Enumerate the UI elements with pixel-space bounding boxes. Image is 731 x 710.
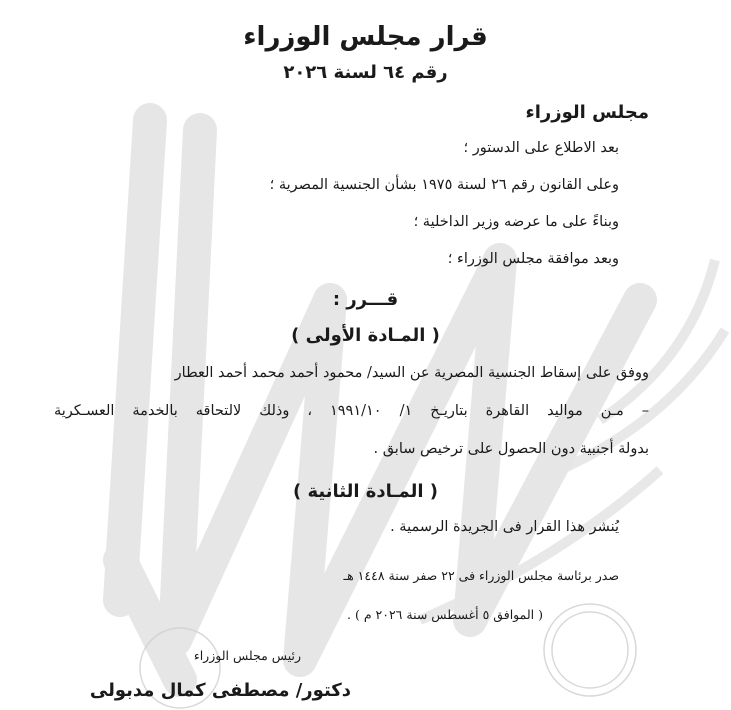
- preamble-line-1: بعد الاطلاع على الدستور ؛: [463, 140, 619, 156]
- decree-number: رقم ٦٤ لسنة ٢٠٢٦: [283, 62, 448, 83]
- preamble-line-2: وعلى القانون رقم ٢٦ لسنة ١٩٧٥ بشأن الجنسية المصرية ؛: [269, 177, 619, 193]
- hijri-gregorian-line: ( الموافق ٥ أغسطس سنة ٢٠٢٦ م ) .: [347, 607, 543, 622]
- article-1-line-3: بدولة أجنبية دون الحصول على ترخيص سابق .: [373, 441, 649, 457]
- article-2-text: يُنشر هذا القرار فى الجريدة الرسمية .: [390, 519, 619, 535]
- article-1-line-1: ووفق على إسقاط الجنسية المصرية عن السيد/ محمود أحمد محمد أحمد العطار: [174, 365, 649, 381]
- preamble-line-3: وبناءً على ما عرضه وزير الداخلية ؛: [413, 214, 619, 230]
- signatory-title: رئيس مجلس الوزراء: [193, 648, 301, 663]
- signatory-name: دكتور/ مصطفى كمال مدبولى: [89, 680, 351, 701]
- article-1-heading: ( المـادة الأولى ): [291, 325, 440, 346]
- article-1-line-2: – مـن مواليد القاهرة بتاريـخ ١/ ١٩٩١/١٠ ، وذلك لالتحاقه بالخدمة العسـكرية: [54, 403, 649, 419]
- decided-label: قـــرر :: [332, 289, 399, 310]
- preamble-line-4: وبعد موافقة مجلس الوزراء ؛: [447, 251, 619, 267]
- issuer-heading: مجلس الوزراء: [525, 102, 649, 123]
- article-2-heading: ( المـادة الثانية ): [292, 481, 439, 502]
- page-title: قرار مجلس الوزراء: [243, 22, 488, 52]
- issued-line: صدر برئاسة مجلس الوزراء فى ٢٢ صفر سنة ١٤٤٨ هـ: [343, 568, 619, 583]
